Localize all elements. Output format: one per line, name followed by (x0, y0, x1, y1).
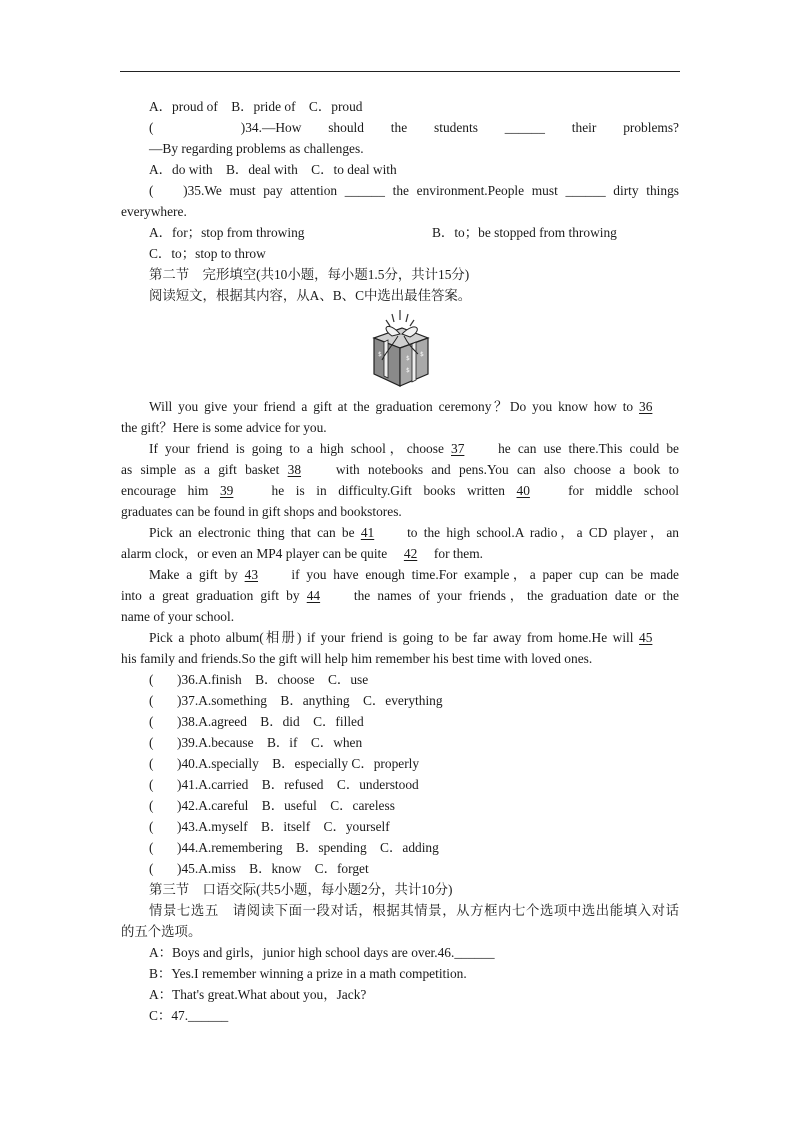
question-42[interactable]: ( )42.A.careful B．useful C．careless (149, 798, 395, 813)
blank-40[interactable]: 40 (516, 483, 530, 498)
passage-line: his family and friends.So the gift will help him remember his best time with loved ones. (121, 651, 593, 666)
q35-option-c: C．to；stop to throw (149, 246, 266, 261)
section3-instruction-cont: 的五个选项。 (121, 924, 202, 939)
question-41[interactable]: ( )41.A.carried B．refused C．understood (149, 777, 419, 792)
passage-line: as simple as a gift basket 38 with notebooks and pens.You can also choose a book to (121, 459, 679, 480)
question-44[interactable]: ( )44.A.remembering B．spending C．adding (149, 840, 439, 855)
passage-line: encourage him 39 he is in difficulty.Gift books written 40 for middle school (121, 480, 679, 501)
blank-45[interactable]: 45 (639, 630, 653, 645)
svg-text:$: $ (406, 367, 410, 374)
question-43[interactable]: ( )43.A.myself B．itself C．yourself (149, 819, 390, 834)
question-36[interactable]: ( )36.A.finish B．choose C．use (149, 672, 369, 687)
blank-41[interactable]: 41 (360, 525, 375, 540)
q35-prompt-cont: everywhere. (121, 204, 187, 219)
gift-illustration (121, 306, 679, 390)
dialogue-line: A：Boys and girls，junior high school days are over.46.______ (149, 945, 495, 960)
blank-37[interactable]: 37 (451, 441, 465, 456)
passage-line: graduates can be found in gift shops and bookstores. (121, 504, 402, 519)
q35-prompt: ( )35.We must pay attention ______ the environment.People must ______ dirty things (149, 183, 679, 198)
passage-line: Will you give your friend a gift at the graduation ceremony？Do you know how to 36 (121, 396, 679, 417)
svg-text:$: $ (420, 351, 424, 358)
passage-line: Make a gift by 43 if you have enough time.For example，a paper cup can be made (121, 564, 679, 585)
q35-option-a: A．for；stop from throwing (149, 225, 305, 240)
dialogue-line: B：Yes.I remember winning a prize in a math competition. (149, 966, 467, 981)
question-37[interactable]: ( )37.A.something B．anything C．everything (149, 693, 443, 708)
question-40[interactable]: ( )40.A.specially B．especially C．properly (149, 756, 420, 771)
dialogue-line: C：47.______ (149, 1008, 229, 1023)
question-39[interactable]: ( )39.A.because B．if C．when (149, 735, 363, 750)
svg-text:$: $ (406, 355, 410, 362)
gift-box-icon (362, 308, 438, 388)
passage-line: If your friend is going to a high school，choose 37 he can use there.This could be (121, 438, 679, 459)
blank-39[interactable]: 39 (219, 483, 234, 498)
dialogue-line: A：That's great.What about you，Jack? (149, 987, 367, 1002)
q34-prompt: ( )34.—How should the students ______ their problems? (149, 120, 679, 135)
blank-38[interactable]: 38 (287, 462, 302, 477)
passage-line: the gift？Here is some advice for you. (121, 420, 327, 435)
question-45[interactable]: ( )45.A.miss B．know C．forget (149, 861, 369, 876)
blank-36[interactable]: 36 (639, 399, 653, 414)
blank-44[interactable]: 44 (306, 588, 321, 603)
passage-line: name of your school. (121, 609, 235, 624)
passage-line: Pick an electronic thing that can be 41 to the high school.A radio，a CD player，an (121, 522, 679, 543)
section2-heading: 第二节 完形填空(共10小题，每小题1.5分，共计15分) (149, 267, 470, 282)
q33-options: A．proud of B．pride of C．proud (149, 99, 363, 114)
passage-line: alarm clock，or even an MP4 player can be quite 42 for them. (121, 543, 679, 564)
section3-instruction: 情景七选五 请阅读下面一段对话，根据其情景，从方框内七个选项中选出能填入对话 (149, 903, 679, 918)
q35-option-b: B．to；be stopped from throwing (432, 225, 617, 240)
exam-page (121, 96, 679, 1026)
q35-options (121, 222, 679, 243)
svg-text:$: $ (378, 351, 382, 358)
blank-42[interactable]: 42 (403, 546, 418, 561)
passage-line: into a great graduation gift by 44 the names of your friends，the graduation date or the (121, 585, 679, 606)
section2-instruction: 阅读短文，根据其内容，从A、B、C中选出最佳答案。 (149, 288, 472, 303)
section3-heading: 第三节 口语交际(共5小题，每小题2分，共计10分) (149, 882, 453, 897)
blank-43[interactable]: 43 (244, 567, 259, 582)
header-rule (120, 71, 680, 72)
q34-options: A．do with B．deal with C．to deal with (149, 162, 397, 177)
q34-answer-line: —By regarding problems as challenges. (149, 141, 364, 156)
passage-line: Pick a photo album(相册) if your friend is going to be far away from home.He will 45 (121, 627, 679, 648)
question-38[interactable]: ( )38.A.agreed B．did C．filled (149, 714, 364, 729)
